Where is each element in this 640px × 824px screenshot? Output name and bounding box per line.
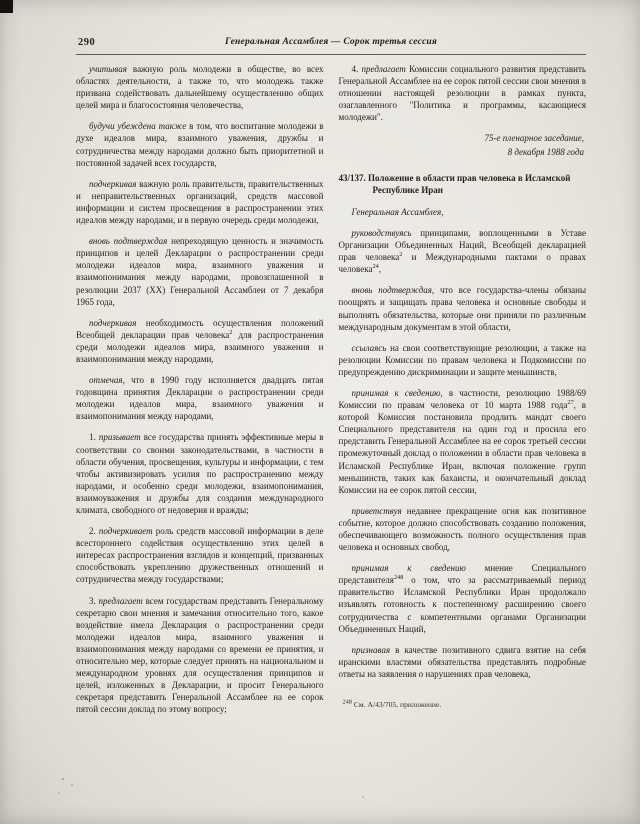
text-segment: всем государствам представить Генеральному секретарю свои мнения и замечания относительно того, какое воздействие имела Декларация о распространении среди молодежи идеалов мира, взаимного уважения и взаимопонимания между народами со времени ее принятия, и относительно мер, которые следует принять на национальном и международном уровнях для осуществления принципов и целей, изложенных в Декларации, и просит Генерального секретаря представить Генеральной Ассамблее на ее сорок пятой сессии доклад по этому вопросу; — [76, 595, 324, 715]
paragraph — [76, 595, 324, 716]
text-segment: 2 — [229, 328, 233, 336]
text-segment: 27 — [567, 399, 574, 407]
text-segment: важную роль правительств, правительственных и неправительственных организаций, средств массовой информации и систем просвещения в распространении этих идеалов между народами, и в первую очередь среди молодежи, — [76, 178, 324, 226]
text-segment: приветствуя — [351, 505, 402, 516]
text-segment: непреходящую ценность и значимость принципов и целей Декларации о распространении среди молодежи идеалов мира, взаимного уважения и взаимопонимания между народами, провозглашенной в резолюции 2037 (XX) Генеральной Ассамблеи от 7 декабря 1965 года, — [76, 236, 324, 307]
text-segment: , в которой Комиссия постановила продлить мандат своего Специального представителя на один год и просила его представить Генеральной Ассамблее на ее сорок третьей сессии промежуточный доклад о положении в области прав человека в Исламской Республике Иран, включая положение групп меньшинств, таких как бахаисты, и окончательный доклад Комиссии на ее сорок пятой сессии, — [338, 400, 587, 495]
paragraph — [339, 644, 587, 680]
paragraph — [76, 374, 324, 422]
footnote — [343, 700, 587, 710]
text-segment: в качестве позитивного сдвига взятие на себя иранскими властями обязательства представлять подробные ответы на заявления о нарушениях прав человека, — [338, 644, 586, 679]
text-segment: для распространения среди молодежи идеалов мира, взаимного уважения и взаимопонимания между народами, — [76, 329, 324, 364]
text-segment: в том, что воспитание молодежи в духе идеалов мира, взаимного уважения, дружбы и сотрудничества между народами должно быть приоритетной и постоянной задачей всех государств, — [76, 121, 324, 168]
text-segment: важную роль молодежи в обществе, во всех областях деятельности, а также то, что молодежь также призвана содействовать дальнейшему осуществлению общих целей мира и благосостояния человечества, — [76, 64, 324, 111]
paragraph — [339, 227, 587, 275]
left-column — [76, 63, 324, 725]
text-segment: руководствуясь — [351, 227, 412, 238]
text-segment: подчеркивая — [89, 317, 137, 328]
header-title: Генеральная Ассамблея — Сорок третья сессия — [224, 37, 437, 47]
text-segment: и Международными пактами о правах человека — [338, 252, 586, 275]
text-segment: предлагает — [98, 595, 143, 606]
paragraph — [339, 284, 587, 332]
text-segment: предлагает — [361, 64, 406, 74]
page-number: 290 — [78, 37, 96, 48]
paragraph — [76, 120, 324, 168]
text-segment: 24 — [372, 263, 379, 271]
session-date-line — [339, 146, 585, 158]
paragraph — [339, 342, 587, 378]
text-segment: 43/137. — [338, 172, 369, 183]
text-segment: Генеральная Ассамблея, — [351, 206, 444, 217]
paragraph — [339, 387, 587, 496]
two-column-text-block — [76, 63, 586, 725]
text-segment: вновь подтверждая — [89, 236, 168, 247]
text-segment: все государства принять эффективные меры в соответствии со своими законодательствами, в частности в области обучения, просвещения, культуры и информации, с тем чтобы активизировать усилия по распространению между народами, и особенно среди молодежи, взаимопонимания, взаимоуважения и дружбы для создания международного климата, свободного от недоверия и вражды; — [76, 432, 324, 515]
session-date-line — [339, 132, 585, 144]
text-segment: 2. — [89, 526, 99, 537]
scan-corner-artifact — [0, 0, 13, 13]
text-segment: 248 — [342, 698, 352, 706]
text-segment: , что в 1990 году исполняется двадцать пятая годовщина принятия Декларации о распространении среди молодежи идеалов мира, взаимного уважения и взаимопонимания между народами, — [76, 375, 324, 422]
text-segment: 2 — [399, 251, 403, 259]
text-segment: принимая к сведению — [351, 563, 466, 574]
text-segment: о том, что за рассматриваемый период правительство Исламской Республики Иран продолжало изъявлять готовность к постепенному расширению своего сотрудничества с компетентными органами Организации Объединенных Наций, — [338, 575, 586, 634]
text-segment: подчеркивая — [89, 178, 137, 189]
text-segment: учитывая — [89, 64, 127, 74]
paragraph — [339, 206, 587, 218]
paragraph — [76, 525, 324, 585]
text-segment: отмечая — [89, 375, 123, 386]
text-segment: 3. — [89, 595, 99, 606]
running-header — [76, 36, 586, 55]
scan-noise-speckles — [62, 778, 64, 780]
paragraph — [76, 63, 324, 111]
resolution-heading — [339, 172, 587, 196]
text-segment: Положение в области прав человека в Исламской Республике Иран — [368, 172, 571, 195]
text-segment: ссылаясь — [351, 342, 387, 353]
paragraph — [76, 317, 324, 365]
paragraph — [76, 235, 324, 308]
paragraph — [339, 505, 587, 553]
text-segment: роль средств массовой информации в деле всестороннего содействия осуществлению этих целей в интересах распространения взглядов и концепций, призванных способствовать укреплению дружественных отношений и сотрудничества между государствами; — [76, 526, 324, 585]
page-content — [76, 36, 586, 725]
text-segment: 248 — [393, 574, 404, 582]
text-segment: признавая — [351, 644, 391, 655]
paragraph — [339, 562, 587, 635]
text-segment: 4. — [351, 64, 362, 74]
text-segment: , — [378, 264, 381, 275]
text-segment: призывает — [98, 432, 141, 443]
paragraph — [76, 178, 324, 226]
text-segment: мнение Специального представителя — [338, 563, 586, 586]
text-segment: вновь подтверждая — [351, 285, 432, 296]
text-segment: Комиссии социального развития представить Генеральной Ассамблее на ее сорок пятой сессии свои мнения в отношении настоящей резолюции в рамках пункта, озаглавленного "Политика и программы, касающиеся молодежи". — [338, 64, 586, 123]
text-segment: подчеркивает — [98, 526, 153, 537]
text-segment: 75-е пленарное заседание, — [484, 133, 584, 144]
text-segment: принципами, воплощенными в Уставе Организации Объединенных Наций, Всеобщей декларацией прав человека — [338, 227, 586, 263]
text-segment: недавнее прекращение огня как позитивное событие, которое должно способствовать созданию положения, обеспечивающего возможность полного осуществления прав человека и основных свобод, — [338, 505, 586, 553]
text-segment: необходимость осуществления положений Всеобщей декларации прав человека — [76, 317, 324, 340]
paragraph — [339, 63, 587, 123]
text-segment: 1. — [89, 432, 99, 443]
paragraph — [76, 431, 324, 516]
text-segment: , в частности, резолюцию 1988/69 Комиссии по правам человека от 10 марта 1988 года — [338, 387, 586, 411]
text-segment: 8 декабря 1988 года — [507, 146, 584, 157]
text-segment: на свои соответствующие резолюции, а также на резолюции Комиссии по правам человека и Подкомиссии по предупреждению дискриминации и защите меньшинств, — [338, 342, 586, 377]
text-segment: будучи убеждена также — [89, 121, 187, 132]
text-segment: См. A/43/705, приложение. — [351, 700, 442, 710]
text-segment: принимая к сведению — [351, 387, 441, 398]
text-segment: , что все государства-члены обязаны поощрять и защищать права человека и основные свободы и выполнять обязательства, которые они приняли по различным международным документам в этой области, — [338, 285, 587, 332]
right-column — [339, 63, 587, 710]
